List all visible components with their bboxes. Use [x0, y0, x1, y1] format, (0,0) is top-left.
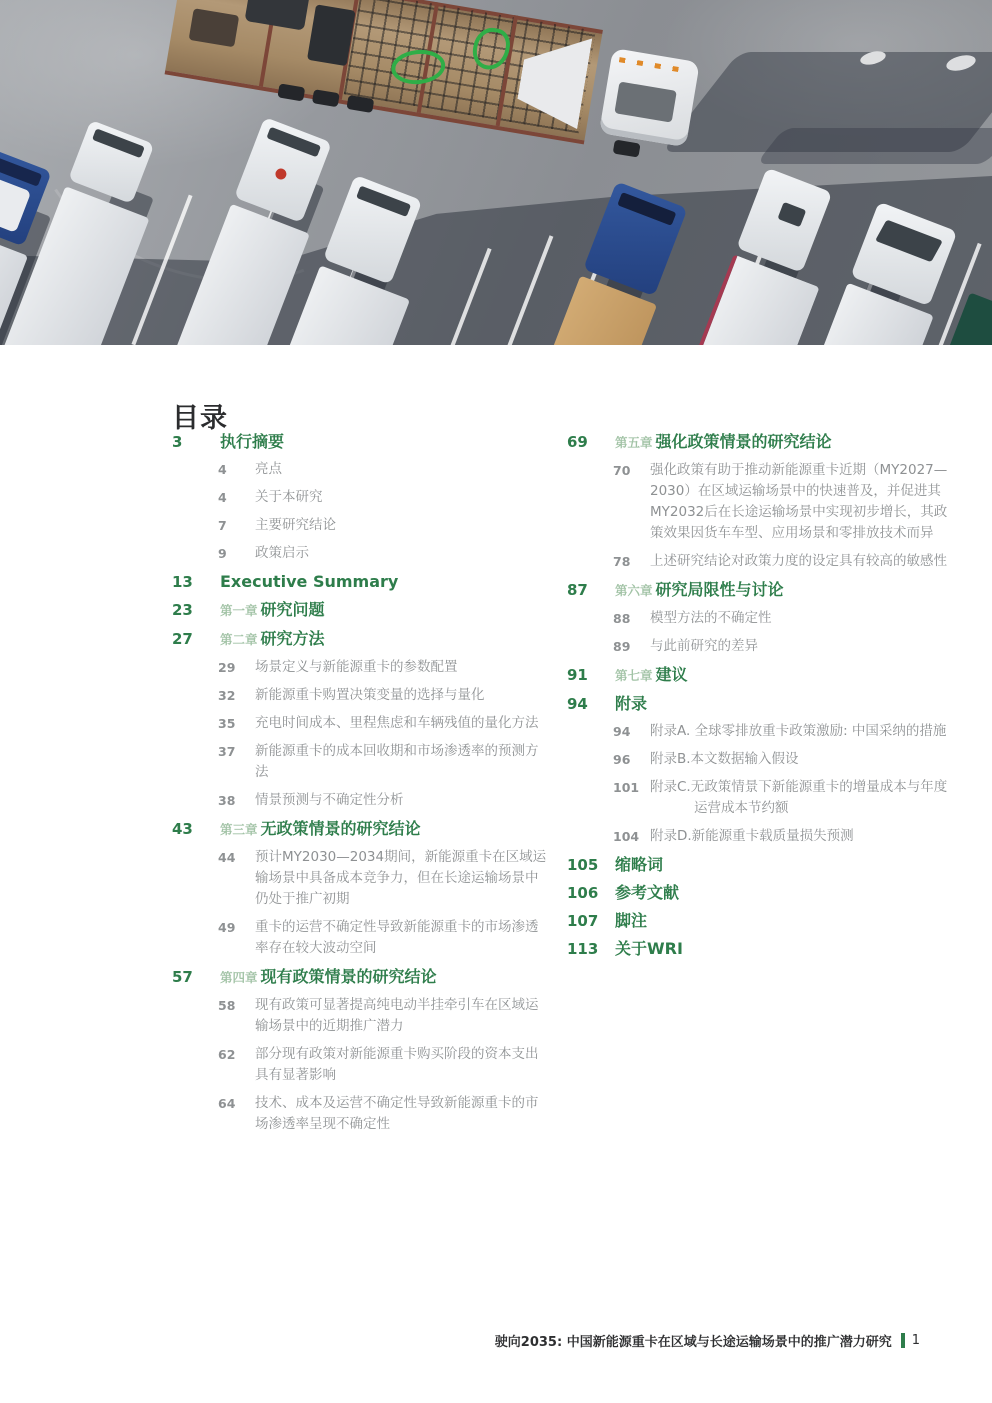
toc-entry-label: 新能源重卡的成本回收期和市场渗透率的预测方法 — [255, 743, 539, 780]
toc-sub-entry[interactable] — [172, 790, 550, 811]
toc-page-number: 7 — [218, 518, 227, 533]
toc-sub-entry[interactable] — [172, 1044, 550, 1086]
toc-entry-label: 预计MY2030—2034期间，新能源重卡在区域运输场景中具备成本竞争力，但在长途运输场景中仍处于推广初期 — [255, 849, 547, 907]
toc-page-number: 88 — [613, 611, 631, 626]
toc-entry-label: 脚注 — [615, 911, 648, 930]
toc-page-number: 27 — [172, 630, 193, 648]
chapter-number-prefix: 第六章 — [615, 583, 653, 598]
page-footer — [495, 1331, 920, 1350]
toc-entry-label: 重卡的运营不确定性导致新能源重卡的市场渗透率存在较大波动空间 — [255, 919, 539, 956]
toc-chapter-entry[interactable] — [172, 628, 550, 651]
toc-page-number: 58 — [218, 998, 236, 1013]
toc-chapter-entry[interactable] — [172, 571, 550, 593]
toc-entry-label: 现有政策可显著提高纯电动半挂牵引车在区域运输场景中的近期推广潜力 — [255, 997, 539, 1034]
cab-window — [356, 185, 411, 216]
toc-sub-entry[interactable] — [567, 460, 949, 544]
toc-chapter-entry[interactable] — [567, 664, 949, 687]
toc-column-right — [567, 427, 949, 966]
toc-sub-entry[interactable] — [567, 749, 949, 770]
toc-sub-entry[interactable] — [172, 847, 550, 910]
toc-page-number: 35 — [218, 716, 236, 731]
toc-page-number: 38 — [218, 793, 236, 808]
toc-sub-entry[interactable] — [172, 1093, 550, 1135]
toc-sub-entry[interactable] — [567, 721, 949, 742]
cab-marker-lights — [619, 57, 685, 73]
toc-chapter-entry[interactable] — [172, 599, 550, 622]
chapter-number-prefix: 第七章 — [615, 668, 653, 683]
toc-chapter-entry[interactable] — [567, 854, 949, 876]
chapter-number-prefix: 第一章 — [220, 603, 258, 618]
toc-page-number: 107 — [567, 912, 599, 930]
toc-entry-label: 场景定义与新能源重卡的参数配置 — [255, 659, 458, 675]
truck-wheel — [312, 89, 340, 107]
toc-entry-label: 缩略词 — [615, 855, 664, 874]
flatbed-truck-shadow — [756, 128, 992, 164]
toc-entry-label: 技术、成本及运营不确定性导致新能源重卡的市场渗透率呈现不确定性 — [255, 1095, 539, 1132]
toc-page-number: 64 — [218, 1096, 236, 1111]
footer-page-number: 1 — [911, 1333, 920, 1348]
toc-entry-label: 部分现有政策对新能源重卡购买阶段的资本支出具有显著影响 — [255, 1046, 539, 1083]
truck-wheel — [613, 139, 641, 157]
toc-entry-label: 附录A. 全球零排放重卡政策激励: 中国采纳的措施 — [650, 723, 947, 739]
toc-chapter-entry[interactable] — [567, 910, 949, 932]
toc-sub-entry[interactable] — [172, 515, 550, 536]
toc-page-number: 13 — [172, 573, 193, 591]
toc-sub-entry[interactable] — [172, 713, 550, 734]
toc-sub-entry[interactable] — [567, 777, 949, 819]
toc-page-number: 3 — [172, 433, 183, 451]
toc-chapter-entry[interactable] — [567, 693, 949, 715]
toc-page-number: 78 — [613, 554, 631, 569]
toc-sub-entry[interactable] — [567, 826, 949, 847]
toc-chapter-entry[interactable] — [172, 431, 550, 453]
toc-chapter-entry[interactable] — [567, 882, 949, 904]
toc-page-number: 106 — [567, 884, 599, 902]
toc-entry-label: 模型方法的不确定性 — [650, 610, 772, 626]
chapter-number-prefix: 第二章 — [220, 632, 258, 647]
toc-page-number: 57 — [172, 968, 193, 986]
toc-sub-entry[interactable] — [172, 543, 550, 564]
chapter-number-prefix: 第四章 — [220, 970, 258, 985]
toc-entry-label: 附录C.无政策情景下新能源重卡的增量成本与年度运营成本节约额 — [650, 779, 948, 816]
toc-entry-label: 上述研究结论对政策力度的设定具有较高的敏感性 — [650, 553, 947, 569]
toc-page-number: 101 — [613, 780, 640, 795]
toc-page-number: 49 — [218, 920, 236, 935]
toc-page-number: 4 — [218, 462, 227, 477]
toc-page-number: 96 — [613, 752, 631, 767]
toc-page-number: 32 — [218, 688, 236, 703]
toc-page-number: 69 — [567, 433, 588, 451]
toc-entry-label: 第五章 强化政策情景的研究结论 — [615, 432, 832, 451]
toc-page-number: 113 — [567, 940, 599, 958]
brand-logo-dot — [274, 167, 288, 181]
toc-sub-entry[interactable] — [172, 657, 550, 678]
toc-sub-entry[interactable] — [567, 551, 949, 572]
toc-sub-entry[interactable] — [172, 741, 550, 783]
toc-page-number: 9 — [218, 546, 227, 561]
toc-page-number: 44 — [218, 850, 236, 865]
toc-page-number: 89 — [613, 639, 631, 654]
toc-entry-label: 关于WRI — [615, 939, 683, 958]
toc-page-number: 43 — [172, 820, 193, 838]
toc-chapter-entry[interactable] — [567, 938, 949, 960]
toc-entry-label: 强化政策有助于推动新能源重卡近期（MY2027—2030）在区域运输场景中的快速普及，并促进其MY2032后在长途运输场景中实现初步增长，其政策效果因货车车型、应用场景和零排放技术而异 — [650, 462, 948, 541]
cab-sunroof — [777, 202, 806, 227]
toc-page-number: 104 — [613, 829, 640, 844]
toc-entry-label: 第七章 建议 — [615, 665, 688, 684]
page-title: 目录 — [172, 403, 228, 435]
toc-entry-label: 第六章 研究局限性与讨论 — [615, 580, 784, 599]
toc-entry-label: 新能源重卡购置决策变量的选择与量化 — [255, 687, 485, 703]
toc-chapter-entry[interactable] — [172, 818, 550, 841]
toc-entry-label: 执行摘要 — [220, 432, 285, 451]
truck-wheel — [346, 95, 374, 113]
toc-page-number: 94 — [567, 695, 588, 713]
toc-page-number: 94 — [613, 724, 631, 739]
cab-windshield — [875, 219, 943, 262]
toc-entry-label: 充电时间成本、里程焦虑和车辆残值的量化方法 — [255, 715, 539, 731]
toc-entry-label: 第三章 无政策情景的研究结论 — [220, 819, 421, 838]
truck-cab — [599, 48, 700, 147]
toc-entry-label: 关于本研究 — [255, 489, 323, 505]
toc-entry-label: 亮点 — [255, 461, 282, 477]
toc-page-number: 70 — [613, 463, 631, 478]
toc-entry-label: 附录B.本文数据输入假设 — [650, 751, 799, 767]
truck-wheel — [277, 83, 305, 101]
toc-entry-label: 第二章 研究方法 — [220, 629, 325, 648]
toc-entry-label: 附录D.新能源重卡载质量损失预测 — [650, 828, 854, 844]
chapter-number-prefix: 第五章 — [615, 435, 653, 450]
truck-cab — [736, 168, 832, 273]
toc-sub-entry[interactable] — [172, 917, 550, 959]
toc-page-number: 37 — [218, 744, 236, 759]
toc-page-number: 62 — [218, 1047, 236, 1062]
toc-entry-label: Executive Summary — [220, 572, 399, 591]
toc-entry-label: 第一章 研究问题 — [220, 600, 325, 619]
footer-report-title: 驶向2035: 中国新能源重卡在区域与长途运输场景中的推广潜力研究 — [494, 1335, 892, 1350]
toc-sub-entry[interactable] — [172, 459, 550, 480]
toc-chapter-entry[interactable] — [567, 579, 949, 602]
toc-page-number: 29 — [218, 660, 236, 675]
chapter-number-prefix: 第三章 — [220, 822, 258, 837]
toc-entry-label: 附录 — [615, 694, 648, 713]
toc-page-number: 105 — [567, 856, 599, 874]
toc-entry-label: 参考文献 — [615, 883, 680, 902]
hero-photo — [0, 0, 992, 345]
cab-window — [614, 81, 676, 122]
footer-divider-bar — [901, 1333, 905, 1348]
toc-chapter-entry[interactable] — [567, 431, 949, 454]
toc-column-left — [172, 427, 550, 1142]
toc-entry-label: 主要研究结论 — [255, 517, 336, 533]
toc-sub-entry[interactable] — [567, 636, 949, 657]
toc-sub-entry[interactable] — [172, 487, 550, 508]
toc-chapter-entry[interactable] — [172, 966, 550, 989]
toc-sub-entry[interactable] — [172, 995, 550, 1037]
toc-entry-label: 与此前研究的差异 — [650, 638, 758, 654]
toc-entry-label: 政策启示 — [255, 545, 309, 561]
toc-page-number: 23 — [172, 601, 193, 619]
toc-page-number: 4 — [218, 490, 227, 505]
toc-page-number: 91 — [567, 666, 588, 684]
toc-entry-label: 第四章 现有政策情景的研究结论 — [220, 967, 437, 986]
toc-entry-label: 情景预测与不确定性分析 — [255, 792, 404, 808]
toc-sub-entry[interactable] — [567, 608, 949, 629]
toc-sub-entry[interactable] — [172, 685, 550, 706]
toc-page-number: 87 — [567, 581, 588, 599]
